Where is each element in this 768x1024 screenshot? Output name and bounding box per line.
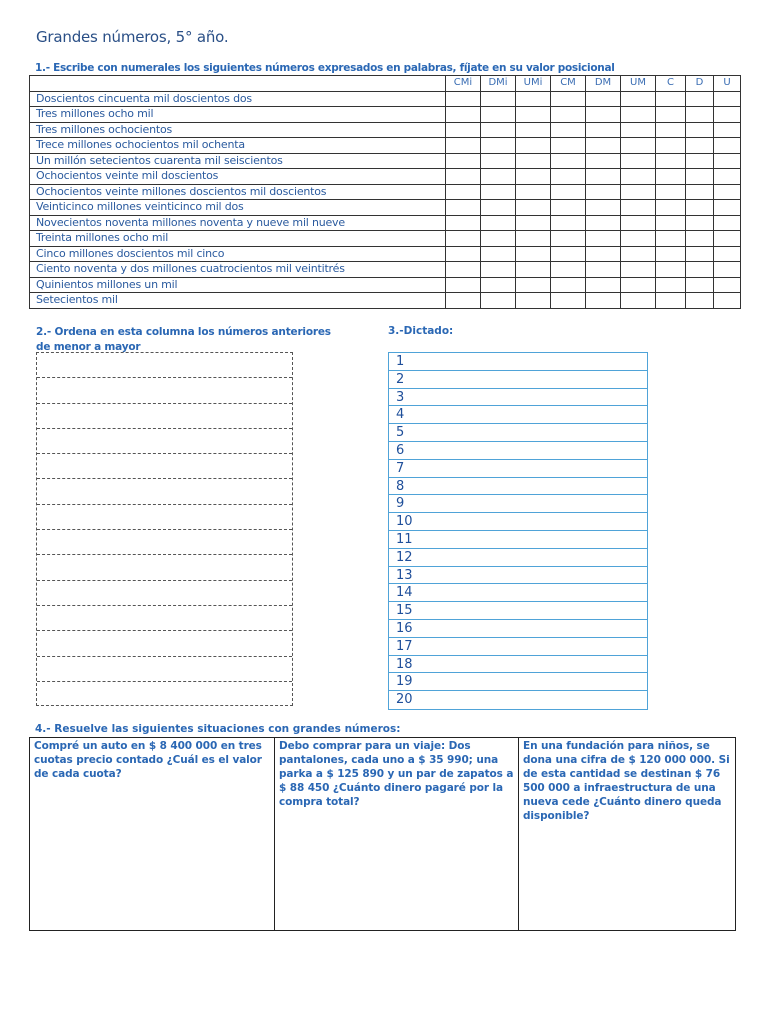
digit-cell[interactable] [714,262,741,278]
digit-cell[interactable] [481,293,516,309]
digit-cell[interactable] [481,231,516,247]
number-words: Tres millones ochocientos [30,122,446,138]
digit-cell[interactable] [516,215,551,231]
page-title: Grandes números, 5° año. [36,28,229,46]
digit-cell[interactable] [714,215,741,231]
number-words: Setecientos mil [30,293,446,309]
digit-cell[interactable] [714,246,741,262]
digit-cell[interactable] [686,262,714,278]
order-answer-row[interactable] [37,631,292,656]
table-row [30,293,741,309]
digit-cell[interactable] [686,107,714,123]
dictation-row[interactable]: 16 [389,620,647,638]
digit-cell[interactable] [686,293,714,309]
digit-cell[interactable] [446,184,481,200]
digit-cell[interactable] [656,277,686,293]
digit-cell[interactable] [446,246,481,262]
digit-cell[interactable] [714,153,741,169]
digit-cell[interactable] [551,91,586,107]
order-answer-row[interactable] [37,530,292,555]
digit-cell[interactable] [586,277,621,293]
problem-cell[interactable]: En una fundación para niños, se dona una cifra de $ 120 000 000. Si de esta cantidad se destinan $ 76 500 000 a infraestructura de una nueva cede ¿Cuánto dinero queda disponible? [519,738,736,931]
column-header: CMi [446,76,481,92]
digit-cell[interactable] [516,246,551,262]
digit-cell[interactable] [686,91,714,107]
number-words: Cinco millones doscientos mil cinco [30,246,446,262]
number-words: Veinticinco millones veinticinco mil dos [30,200,446,216]
digit-cell[interactable] [714,277,741,293]
number-words: Treinta millones ocho mil [30,231,446,247]
digit-cell[interactable] [516,122,551,138]
number-words: Quinientos millones un mil [30,277,446,293]
digit-cell[interactable] [656,262,686,278]
digit-cell[interactable] [686,184,714,200]
digit-cell[interactable] [446,215,481,231]
dictation-row[interactable]: 5 [389,424,647,442]
dictation-row[interactable]: 2 [389,371,647,389]
digit-cell[interactable] [551,184,586,200]
digit-cell[interactable] [516,138,551,154]
place-value-table [29,75,741,309]
digit-cell[interactable] [446,138,481,154]
order-answer-row[interactable] [37,555,292,580]
column-header: CM [551,76,586,92]
digit-cell[interactable] [446,107,481,123]
digit-cell[interactable] [714,184,741,200]
digit-cell[interactable] [481,246,516,262]
digit-cell[interactable] [586,122,621,138]
question-2-label-line1: 2.- Ordena en esta columna los números anteriores [36,326,331,338]
digit-cell[interactable] [714,200,741,216]
digit-cell[interactable] [446,277,481,293]
table-row [30,91,741,107]
number-words: Un millón setecientos cuarenta mil seiscientos [30,153,446,169]
digit-cell[interactable] [656,138,686,154]
dictation-list [388,352,648,710]
digit-cell[interactable] [551,138,586,154]
digit-cell[interactable] [621,293,656,309]
dictation-row[interactable]: 11 [389,531,647,549]
digit-cell[interactable] [686,200,714,216]
header-blank [30,76,446,92]
number-words: Doscientos cincuenta mil doscientos dos [30,91,446,107]
dictation-row[interactable]: 9 [389,495,647,513]
dictation-row[interactable]: 12 [389,549,647,567]
digit-cell[interactable] [446,153,481,169]
digit-cell[interactable] [621,200,656,216]
digit-cell[interactable] [586,138,621,154]
digit-cell[interactable] [656,122,686,138]
digit-cell[interactable] [621,246,656,262]
digit-cell[interactable] [714,138,741,154]
digit-cell[interactable] [621,231,656,247]
dictation-row[interactable]: 4 [389,406,647,424]
order-answer-row[interactable] [37,682,292,707]
column-header: DM [586,76,621,92]
table-row [30,231,741,247]
dictation-row[interactable]: 20 [396,692,413,708]
digit-cell[interactable] [516,262,551,278]
column-header: DMi [481,76,516,92]
digit-cell[interactable] [714,169,741,185]
order-answer-row[interactable] [37,505,292,530]
table-row [30,169,741,185]
order-answer-row[interactable] [37,378,292,403]
digit-cell[interactable] [481,184,516,200]
digit-cell[interactable] [516,184,551,200]
order-answer-row[interactable] [37,454,292,479]
digit-cell[interactable] [516,169,551,185]
number-words: Ochocientos veinte mil doscientos [30,169,446,185]
digit-cell[interactable] [446,293,481,309]
digit-cell[interactable] [481,200,516,216]
digit-cell[interactable] [586,184,621,200]
digit-cell[interactable] [621,215,656,231]
digit-cell[interactable] [586,91,621,107]
digit-cell[interactable] [686,122,714,138]
digit-cell[interactable] [621,107,656,123]
digit-cell[interactable] [714,91,741,107]
digit-cell[interactable] [481,262,516,278]
digit-cell[interactable] [551,200,586,216]
dictation-row[interactable]: 15 [389,602,647,620]
digit-cell[interactable] [656,200,686,216]
digit-cell[interactable] [551,293,586,309]
digit-cell[interactable] [586,293,621,309]
digit-cell[interactable] [656,246,686,262]
digit-cell[interactable] [621,122,656,138]
order-answer-row[interactable] [37,429,292,454]
digit-cell[interactable] [481,91,516,107]
digit-cell[interactable] [551,153,586,169]
digit-cell[interactable] [656,215,686,231]
digit-cell[interactable] [446,231,481,247]
digit-cell[interactable] [481,169,516,185]
digit-cell[interactable] [446,200,481,216]
digit-cell[interactable] [551,246,586,262]
digit-cell[interactable] [686,138,714,154]
digit-cell[interactable] [656,107,686,123]
number-words: Novecientos noventa millones noventa y nueve mil nueve [30,215,446,231]
question-2-label-line2: de menor a mayor [36,341,141,353]
digit-cell[interactable] [551,262,586,278]
digit-cell[interactable] [686,231,714,247]
number-words: Trece millones ochocientos mil ochenta [30,138,446,154]
digit-cell[interactable] [714,122,741,138]
digit-cell[interactable] [481,277,516,293]
order-answer-row[interactable] [37,581,292,606]
digit-cell[interactable] [586,153,621,169]
table-row [30,215,741,231]
table-row [30,262,741,278]
order-answer-row[interactable] [37,404,292,429]
digit-cell[interactable] [446,169,481,185]
digit-cell[interactable] [621,169,656,185]
digit-cell[interactable] [656,184,686,200]
digit-cell[interactable] [586,246,621,262]
table-row [30,153,741,169]
digit-cell[interactable] [621,262,656,278]
digit-cell[interactable] [481,153,516,169]
column-header: D [686,76,714,92]
table-row [30,277,741,293]
digit-cell[interactable] [446,122,481,138]
digit-cell[interactable] [481,107,516,123]
digit-cell[interactable] [586,169,621,185]
digit-cell[interactable] [446,91,481,107]
digit-cell[interactable] [516,200,551,216]
table-row [30,138,741,154]
column-header: C [656,76,686,92]
digit-cell[interactable] [621,138,656,154]
digit-cell[interactable] [686,169,714,185]
digit-cell[interactable] [551,169,586,185]
digit-cell[interactable] [551,107,586,123]
dictation-row[interactable]: 13 [389,567,647,585]
digit-cell[interactable] [516,153,551,169]
table-row [30,246,741,262]
digit-cell[interactable] [686,246,714,262]
digit-cell[interactable] [656,231,686,247]
question-1-label: 1.- Escribe con numerales los siguientes números expresados en palabras, fíjate en su valor posicional [35,62,615,74]
digit-cell[interactable] [714,231,741,247]
number-words: Ochocientos veinte millones doscientos mil doscientos [30,184,446,200]
digit-cell[interactable] [446,262,481,278]
digit-cell[interactable] [656,169,686,185]
digit-cell[interactable] [621,153,656,169]
digit-cell[interactable] [586,262,621,278]
digit-cell[interactable] [714,293,741,309]
order-answer-row[interactable] [37,657,292,682]
order-answer-row[interactable] [37,353,292,378]
digit-cell[interactable] [551,231,586,247]
digit-cell[interactable] [656,153,686,169]
dictation-row[interactable]: 10 [389,513,647,531]
table-row [30,184,741,200]
digit-cell[interactable] [586,200,621,216]
digit-cell[interactable] [516,293,551,309]
problems-table [29,737,736,931]
digit-cell[interactable] [516,107,551,123]
digit-cell[interactable] [656,293,686,309]
dictation-row[interactable]: 3 [389,389,647,407]
table-row [30,200,741,216]
digit-cell[interactable] [481,215,516,231]
column-header: UMi [516,76,551,92]
digit-cell[interactable] [714,107,741,123]
digit-cell[interactable] [686,277,714,293]
digit-cell[interactable] [586,215,621,231]
order-answer-row[interactable] [37,479,292,504]
number-words: Tres millones ocho mil [30,107,446,123]
digit-cell[interactable] [686,153,714,169]
digit-cell[interactable] [621,184,656,200]
problem-cell[interactable]: Compré un auto en $ 8 400 000 en tres cuotas precio contado ¿Cuál es el valor de cada cuota? [30,738,275,931]
question-3-label: 3.-Dictado: [388,325,454,337]
digit-cell[interactable] [516,91,551,107]
dictation-row[interactable]: 14 [389,584,647,602]
digit-cell[interactable] [551,215,586,231]
question-2-label [36,325,331,355]
digit-cell[interactable] [516,231,551,247]
question-4-label: 4.- Resuelve las siguientes situaciones con grandes números: [35,723,401,735]
digit-cell[interactable] [586,107,621,123]
dictation-row[interactable]: 19 [389,673,647,691]
column-header: UM [621,76,656,92]
digit-cell[interactable] [656,91,686,107]
number-words: Ciento noventa y dos millones cuatrocientos mil veintitrés [30,262,446,278]
dictation-row[interactable]: 8 [389,478,647,496]
dictation-row[interactable]: 17 [389,638,647,656]
digit-cell[interactable] [586,231,621,247]
digit-cell[interactable] [621,91,656,107]
digit-cell[interactable] [481,138,516,154]
dictation-row[interactable]: 7 [389,460,647,478]
digit-cell[interactable] [516,277,551,293]
digit-cell[interactable] [686,215,714,231]
dictation-row[interactable]: 6 [389,442,647,460]
place-value-header-row [30,76,741,92]
digit-cell[interactable] [551,122,586,138]
dictation-row[interactable]: 18 [389,656,647,674]
order-answer-row[interactable] [37,606,292,631]
digit-cell[interactable] [481,122,516,138]
dictation-row[interactable]: 1 [389,353,647,371]
table-row [30,122,741,138]
digit-cell[interactable] [551,277,586,293]
table-row [30,107,741,123]
order-column [36,352,293,706]
problem-cell[interactable]: Debo comprar para un viaje: Dos pantalones, cada uno a $ 35 990; una parka a $ 125 890 y un par de zapatos a $ 88 450 ¿Cuánto dinero pagaré por la compra total? [275,738,519,931]
column-header: U [714,76,741,92]
digit-cell[interactable] [621,277,656,293]
